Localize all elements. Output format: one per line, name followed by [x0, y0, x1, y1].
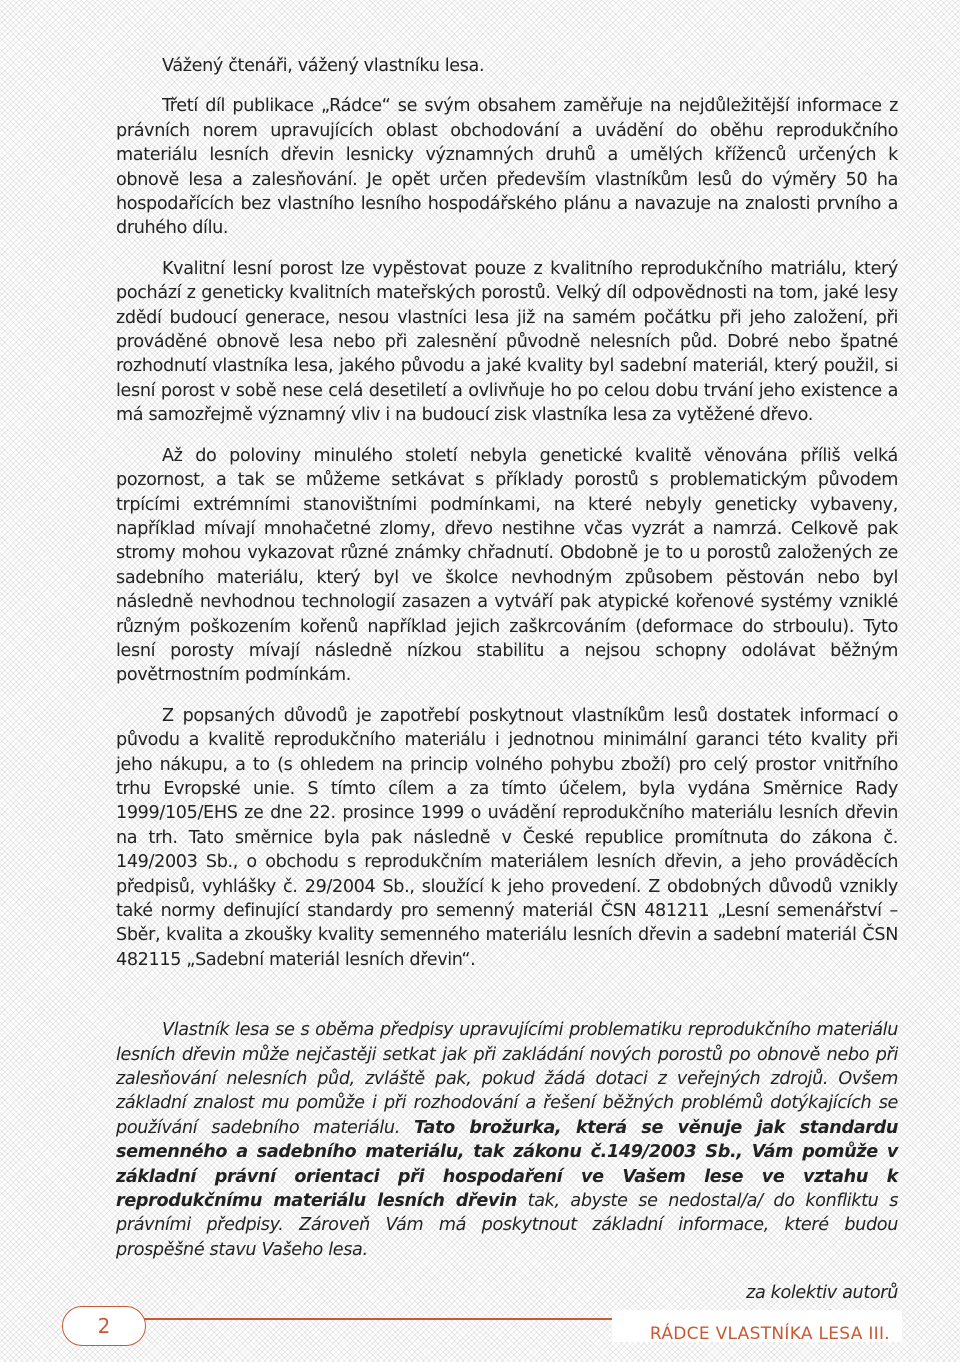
footer-title: RÁDCE VLASTNÍKA LESA III. [649, 1324, 890, 1344]
page-number: 2 [97, 1314, 111, 1338]
intro-bold-text: Tato brožurka, která se věnuje jak standardu semenného a sadebního materiálu, tak zákonu č.149/2003 Sb., Vám pomůže v základní právní orientaci při hospodaření ve Vašem lese ve vztahu k reprodukčnímu materiálu lesních dřevin [116, 1117, 898, 1212]
greeting: Vážený čtenáři, vážený vlastníku lesa. [162, 56, 485, 76]
paragraph-4: Z popsaných důvodů je zapotřebí poskytnout vlastníkům lesů dostatek informací o původu a kvalitě reprodukčního materiálu i jednotnou minimální garanci této kvality při jeho nákupu, a to (s ohledem na princip volného pohybu zboží) pro celý prostor vnitřního trhu Evropské unie. S tímto cílem a za tímto účelem, byla vydána Směrnice Rady 1999/105/EHS ze dne 22. prosince 1999 o uvádění reprodukčního materiálu lesních dřevin na trh. Tato směrnice byla pak následně v České republice promítnuta do zákona č. 149/2003 Sb., o obchodu s reprodukčním materiálem lesních dřevin, a jeho prováděcích předpisů, vyhlášky č. 29/2004 Sb., sloužící k jeho provedení. Z obdobných důvodů vznikly také normy definující standardy pro semenný materiál ČSN 481211 „Lesní semenářství – Sběr, kvalita a zkoušky kvality semenného materiálu lesních dřevin a sadební materiál ČSN 482115 „Sadební materiál lesních dřevin“. [116, 705, 898, 970]
signature-line-1: za kolektiv autorů [746, 1282, 898, 1303]
intro-text-part2: tak, abyste se nedostal/a/ do konfliktu s právními předpisy. Zároveň Vám má poskytnout základní informace, které budou prospěšné stavu Vašeho lesa. [116, 1191, 899, 1260]
paragraph-2: Kvalitní lesní porost lze vypěstovat pouze z kvalitního reprodukčního matriálu, který pochází z geneticky kvalitních mateřských porostů. Velký díl odpovědnosti na tom, jaké lesy zdědí budoucí generace, nesou vlastníci lesa již na samém počátku při jeho založení, při prováděné obnově lesa nebo při zalesnění původně nelesních půd. Dobré nebo špatné rozhodnutí vlastníka lesa, jakého původu a jaké kvality byl sadební materiál, který použil, si lesní porost v sobě nese celá desetiletí a ovlivňuje ho po celou dobu trvání jeho existence a má samozřejmě významný vliv i na budoucí zisk vlastníka lesa za vytěžené dřevo. [116, 258, 898, 426]
intro-text-part1: Vlastník lesa se s oběma předpisy upravujícími problematiku reprodukčního materiálu lesních dřevin může nejčastěji setkat jak při zakládání nových porostů po obnově nebo při zalesňování nelesních půd, zvláště pak, pokud žádá dotaci z veřejných zdrojů. Ovšem základní znalost mu pomůže i při rozhodování a řešení běžných problémů dotýkajících se používání sadebního materiálu. [116, 1020, 898, 1138]
intro-italic-paragraph [116, 1018, 898, 1262]
body-text [116, 54, 898, 1332]
paragraph-1: Třetí díl publikace „Rádce“ se svým obsahem zaměřuje na nejdůležitější informace z právních norem upravujících oblast obchodování a uvádění do oběhu reprodukčního materiálu lesních dřevin lesnicky významných druhů a umělých kříženců určených k obnově lesa a zalesňování. Je opět určen především vlastníkům lesů do výměry 50 ha hospodařících bez vlastního lesního hospodářského plánu a navazuje na znalosti prvního a druhého dílu. [116, 96, 898, 239]
paragraph-3: Až do poloviny minulého století nebyla genetické kvalitě věnována příliš velká pozornost, a tak se můžeme setkávat s příklady porostů s problematickým původem trpícími extrémními stanovištními podmínkami, na které nebyly geneticky vybaveny, například mívají mnohačetné zlomy, dřevo nestihne včas vyzrát a namrzá. Celkově pak stromy mohou vykazovat různé známky chřadnutí. Obdobně je to u porostů založených ze sadebního materiálu, který byl ve školce nevhodným způsobem pěstován nebo byl následně nevhodnou technologií zasazen a vytváří pak atypické kořenové systémy vzniklé různým poškozením kořenů například jejich zaškrcováním (deformace do strboulu). Tyto lesní porosty mívají následně nízkou stabilitu a nejsou schopny odolávat běžným povětrnostním podmínkám. [116, 445, 898, 686]
